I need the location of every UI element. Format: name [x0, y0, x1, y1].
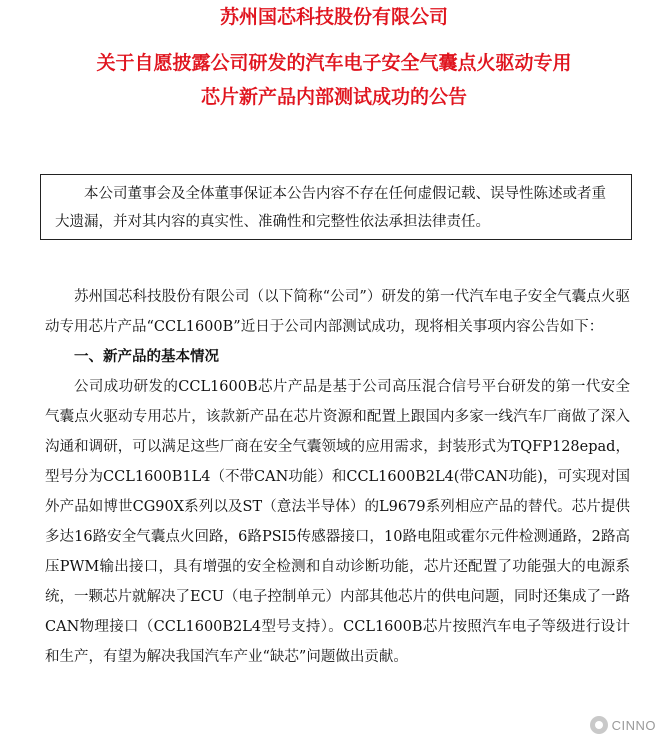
cinno-logo-icon — [590, 716, 608, 734]
announcement-title — [0, 46, 668, 114]
announcement-title-line1: 关于自愿披露公司研发的汽车电子安全气囊点火驱动专用 — [96, 52, 572, 74]
announcement-body — [45, 282, 630, 672]
watermark-label: CINNO — [611, 717, 656, 733]
intro-paragraph: 苏州国芯科技股份有限公司（以下简称“公司”）研发的第一代汽车电子安全气囊点火驱动专用芯片产品“CCL1600B”近日于公司内部测试成功，现将相关事项内容公告如下： — [45, 289, 630, 335]
announcement-header — [0, 4, 668, 114]
disclaimer-box — [40, 174, 632, 240]
company-name: 苏州国芯科技股份有限公司 — [219, 6, 448, 28]
section-heading: 一、新产品的基本情况 — [74, 348, 219, 365]
disclaimer-text: 本公司董事会及全体董事保证本公告内容不存在任何虚假记载、误导性陈述或者重大遗漏，并对其内容的真实性、准确性和完整性依法承担法律责任。 — [55, 186, 606, 230]
section-paragraph: 公司成功研发的CCL1600B芯片产品是基于公司高压混合信号平台研发的第一代安全气囊点火驱动专用芯片，该款新产品在芯片资源和配置上跟国内多家一线汽车厂商做了深入沟通和调研，可以满足这些厂商在安全气囊领域的应用需求，封装形式为TQFP128epad，型号分为CCL1600B1L4（不带CAN功能）和CCL1600B2L4(带CAN功能)，可实现对国外产品如博世CG90X系列以及ST（意法半导体）的L9679系列相应产品的替代。芯片提供多达16路安全气囊点火回路，6路PSI5传感器接口，10路电阻或霍尔元件检测通路，2路高压PWM输出接口，具有增强的安全检测和自动诊断功能，芯片还配置了功能强大的电源系统，一颗芯片就解决了ECU（电子控制单元）内部其他芯片的供电问题，同时还集成了一路CAN物理接口（CCL1600B2L4型号支持）。CCL1600B芯片按照汽车电子等级进行设计和生产，有望为解决我国汽车产业“缺芯”问题做出贡献。 — [45, 379, 630, 665]
watermark — [590, 716, 656, 734]
announcement-title-line2: 芯片新产品内部测试成功的公告 — [200, 86, 467, 108]
